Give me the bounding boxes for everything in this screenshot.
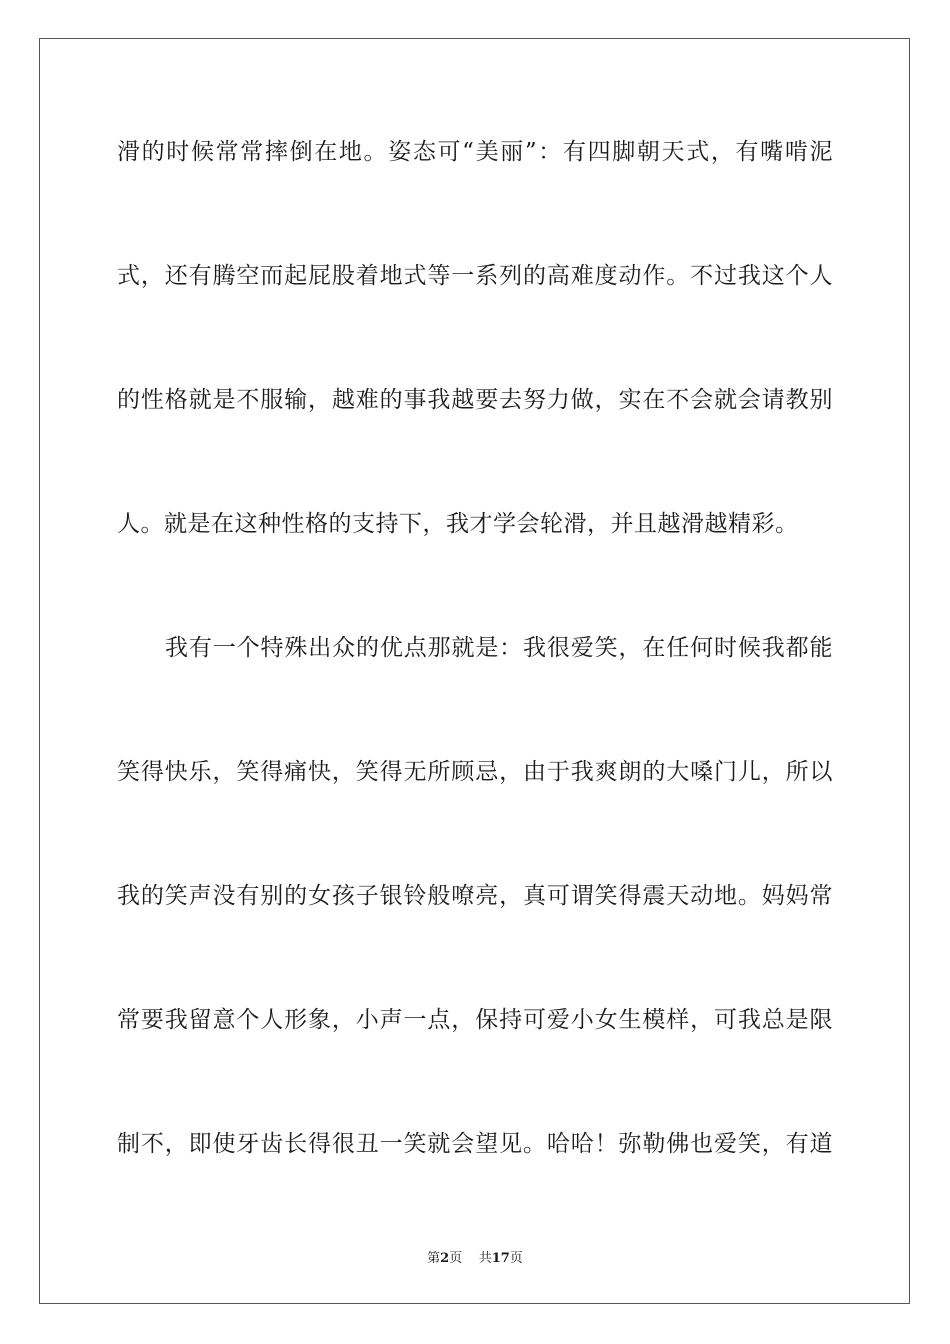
footer-total-suffix: 页 [509, 1251, 523, 1266]
text-line-2: 式，还有腾空而起屁股着地式等一系列的高难度动作。不过我这个人 [117, 263, 833, 289]
text-line-1: 滑的时候常常摔倒在地。姿态可“美丽”：有四脚朝天式，有嘴啃泥 [117, 139, 833, 165]
text-line-3: 的性格就是不服输，越难的事我越要去努力做，实在不会就会请教别 [117, 387, 833, 413]
footer-total-pages: 17 [491, 1251, 510, 1266]
footer-total-prefix: 共 [478, 1251, 492, 1266]
text-line-4: 人。就是在这种性格的支持下，我才学会轮滑，并且越滑越精彩。 [117, 511, 799, 537]
text-line-8: 常要我留意个人形象，小声一点，保持可爱小女生模样，可我总是限 [117, 1007, 833, 1033]
footer-page-suffix: 页 [449, 1251, 463, 1266]
page-footer [0, 1247, 950, 1266]
text-line-7: 我的笑声没有别的女孩子银铃般嘹亮，真可谓笑得震天动地。妈妈常 [117, 883, 833, 909]
footer-page-prefix: 第 [427, 1251, 441, 1266]
text-line-9: 制不，即使牙齿长得很丑一笑就会望见。哈哈！弥勒佛也爱笑，有道 [117, 1131, 833, 1157]
footer-page-number: 2 [440, 1251, 450, 1266]
page-border [39, 38, 910, 1304]
text-line-6: 笑得快乐，笑得痛快，笑得无所顾忌，由于我爽朗的大嗓门儿，所以 [117, 759, 833, 785]
paragraph-2-first-line: 我有一个特殊出众的优点那就是：我很爱笑，在任何时候我都能 [165, 635, 833, 661]
